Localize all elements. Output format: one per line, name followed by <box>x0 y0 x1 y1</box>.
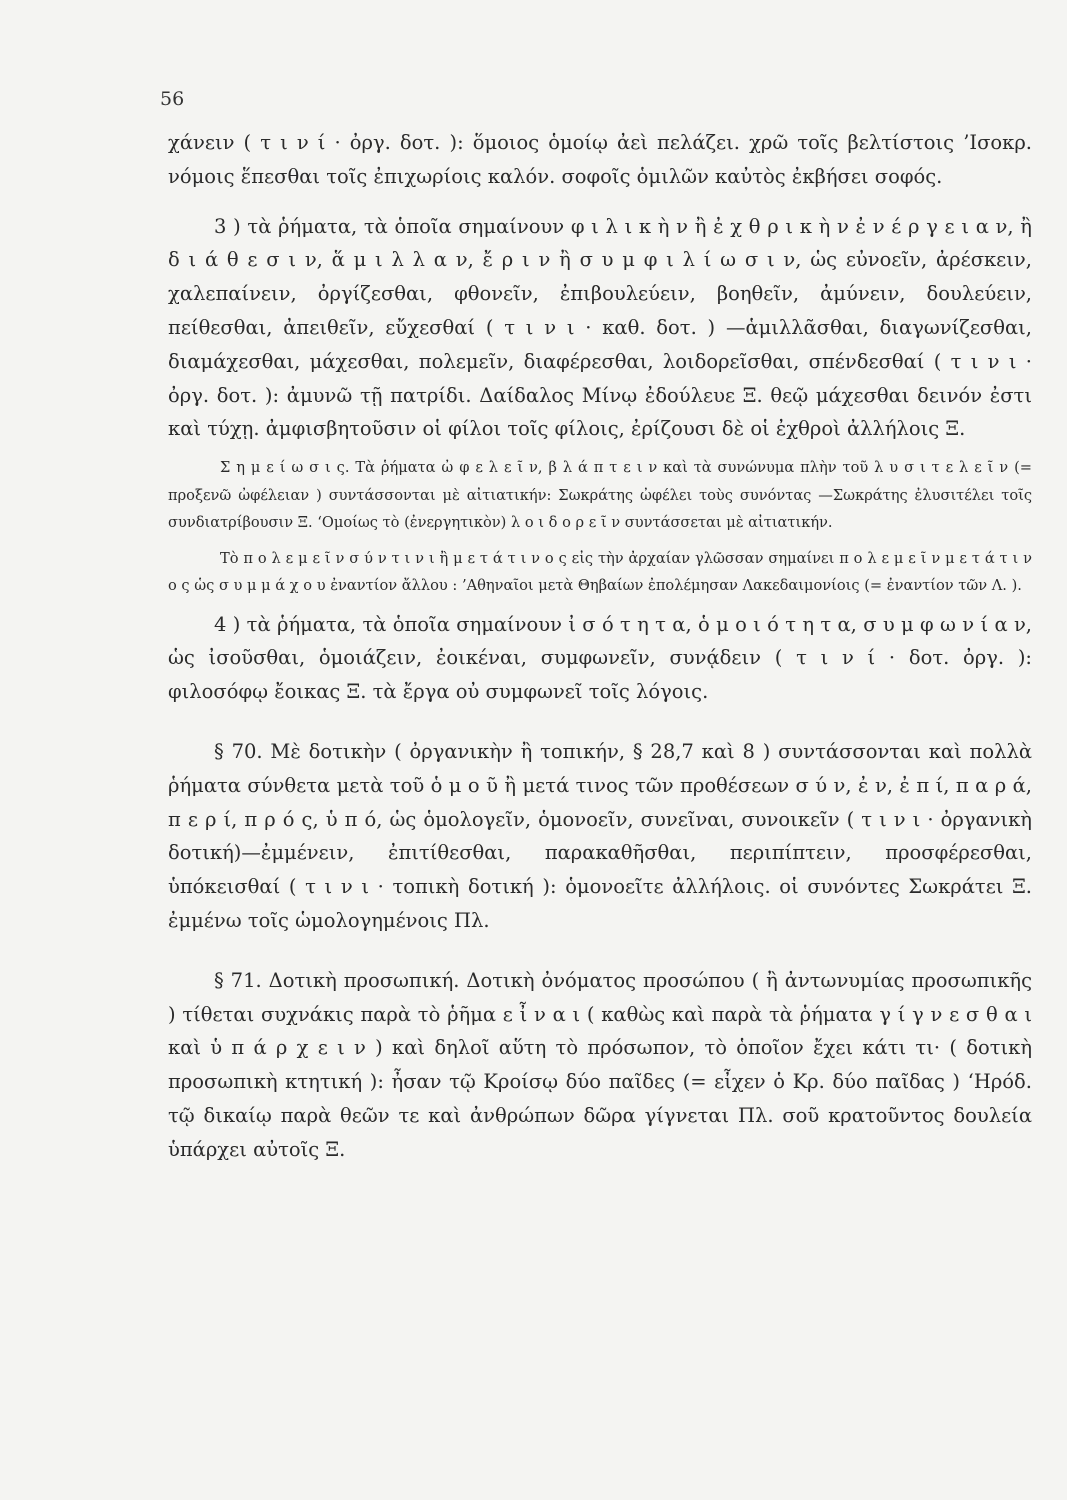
main-text <box>168 126 1032 1167</box>
paragraph-note-polemein: Τὸ π ο λ ε μ ε ῖ ν σ ύ ν τ ι ν ι ἢ μ ε τ ά τ ι ν ο ς εἰς τὴν ἀρχαίαν γλῶσσαν σημαίνει π ο λ ε μ ε ῖ ν μ ε τ ά τ ι ν ο ς ὡς σ υ μ μ ά χ ο υ ἐναντίον ἄλλου : ’Αθηναῖοι μετὰ Θηβαίων ἐπολέμησαν Λακεδαιμονίοις (= ἐναντίον τῶν Λ. ). <box>168 549 1032 595</box>
paragraph-note: Σ η μ ε ί ω σ ι ς. Τὰ ῥήματα ὠ φ ε λ ε ῖ ν, β λ ά π τ ε ι ν καὶ τὰ συνώνυμα πλὴν τοῦ λ υ σ ι τ ε λ ε ῖ ν (= προξενῶ ὠφέλειαν ) συντάσσονται μὲ αἰτιατικήν: Σωκράτης ὠφέλει τοὺς συνόντας —Σωκράτης ἐλυσιτέλει τοῖς συνδιατρίβουσιν Ξ. ‘Ομοίως τὸ (ἐνεργητικὸν) λ ο ι δ ο ρ ε ῖ ν συντάσσεται μὲ αἰτιατικήν. <box>168 459 1032 532</box>
paragraph-point-3: 3 ) τὰ ῥήματα, τὰ ὁποῖα σημαίνουν φ ι λ ι κ ὴ ν ἢ ἐ χ θ ρ ι κ ὴ ν ἐ ν έ ρ γ ε ι α ν, ἢ δ ι ά θ ε σ ι ν, ἅ μ ι λ λ α ν, ἔ ρ ι ν ἢ σ υ μ φ ι λ ί ω σ ι ν, ὡς εὐνοεῖν, ἀρέσκειν, χαλεπαίνειν, ὀργίζεσθαι, φθονεῖν, ἐπιβουλεύειν, βοηθεῖν, ἀμύνειν, δουλεύειν, πείθεσθαι, ἀπειθεῖν, εὔχεσθαί ( τ ι ν ι · καθ. δοτ. ) —ἁμιλλᾶσθαι, διαγωνίζεσθαι, διαμάχεσθαι, μάχεσθαι, πολεμεῖν, διαφέρεσθαι, λοιδορεῖσθαι, σπένδεσθαί ( τ ι ν ι · ὀργ. δοτ. ): ἀμυνῶ τῇ πατρίδι. Δαίδαλος Μίνῳ ἐδούλευε Ξ. θεῷ μάχεσθαι δεινόν ἐστι καὶ τύχῃ. ἀμφισβητοῦσιν οἱ φίλοι τοῖς φίλοις, ἐρίζουσι δὲ οἱ ἐχθροὶ ἀλλήλοις Ξ. <box>168 214 1032 441</box>
page-number: 56 <box>160 88 185 110</box>
paragraph-section-71: § 71. Δοτικὴ προσωπική. Δοτικὴ ὀνόματος προσώπου ( ἢ ἀντωνυμίας προσωπικῆς ) τίθεται συχνάκις παρὰ τὸ ῥῆμα ε ἶ ν α ι ( καθὼς καὶ παρὰ τὰ ῥήματα γ ί γ ν ε σ θ α ι καὶ ὑ π ά ρ χ ε ι ν ) καὶ δηλοῖ αὕτη τὸ πρόσωπον, τὸ ὁποῖον ἔχει κάτι τι· ( δοτικὴ προσωπικὴ κτητική ): ἦσαν τῷ Κροίσῳ δύο παῖδες (= εἶχεν ὁ Κρ. δύο παῖδας ) ‘Ηρόδ. τῷ δικαίῳ παρὰ θεῶν τε καὶ ἀνθρώπων δῶρα γίγνεται Πλ. σοῦ κρατοῦντος δουλεία ὑπάρχει αὐτοῖς Ξ. <box>168 968 1032 1161</box>
paragraph-point-4: 4 ) τὰ ῥήματα, τὰ ὁποῖα σημαίνουν ἰ σ ό τ η τ α, ὁ μ ο ι ό τ η τ α, σ υ μ φ ω ν ί α ν, ὡς ἰσοῦσθαι, ὁμοιάζειν, ἐοικέναι, συμφωνεῖν, συνᾴδειν ( τ ι ν ί · δοτ. ὀργ. ): φιλοσόφῳ ἔοικας Ξ. τὰ ἔργα οὐ συμφωνεῖ τοῖς λόγοις. <box>168 612 1032 704</box>
paragraph-continuation: χάνειν ( τ ι ν ί · ὀργ. δοτ. ): ὅμοιος ὁμοίῳ ἀεὶ πελάζει. χρῶ τοῖς βελτίστοις ’Ισοκρ. νόμοις ἕπεσθαι τοῖς ἐπιχωρίοις καλόν. σοφοῖς ὁμιλῶν καὐτὸς ἐκβήσει σοφός. <box>168 131 1032 188</box>
paragraph-section-70: § 70. Μὲ δοτικὴν ( ὀργανικὴν ἢ τοπικήν, § 28,7 καὶ 8 ) συντάσσονται καὶ πολλὰ ῥήματα σύνθετα μετὰ τοῦ ὁ μ ο ῦ ἢ μετά τινος τῶν προθέσεων σ ύ ν, ἐ ν, ἐ π ί, π α ρ ά, π ε ρ ί, π ρ ό ς, ὑ π ό, ὡς ὁμολογεῖν, ὁμονοεῖν, συνεῖναι, συνοικεῖν ( τ ι ν ι · ὀργανικὴ δοτική)—ἐμμένειν, ἐπιτίθεσθαι, παρακαθῆσθαι, περιπίπτειν, προσφέρεσθαι, ὑπόκεισθαί ( τ ι ν ι · τοπικὴ δοτική ): ὁμονοεῖτε ἀλλήλοις. οἱ συνόντες Σωκράτει Ξ. ἐμμένω τοῖς ὡμολογημένοις Πλ. <box>168 740 1032 933</box>
